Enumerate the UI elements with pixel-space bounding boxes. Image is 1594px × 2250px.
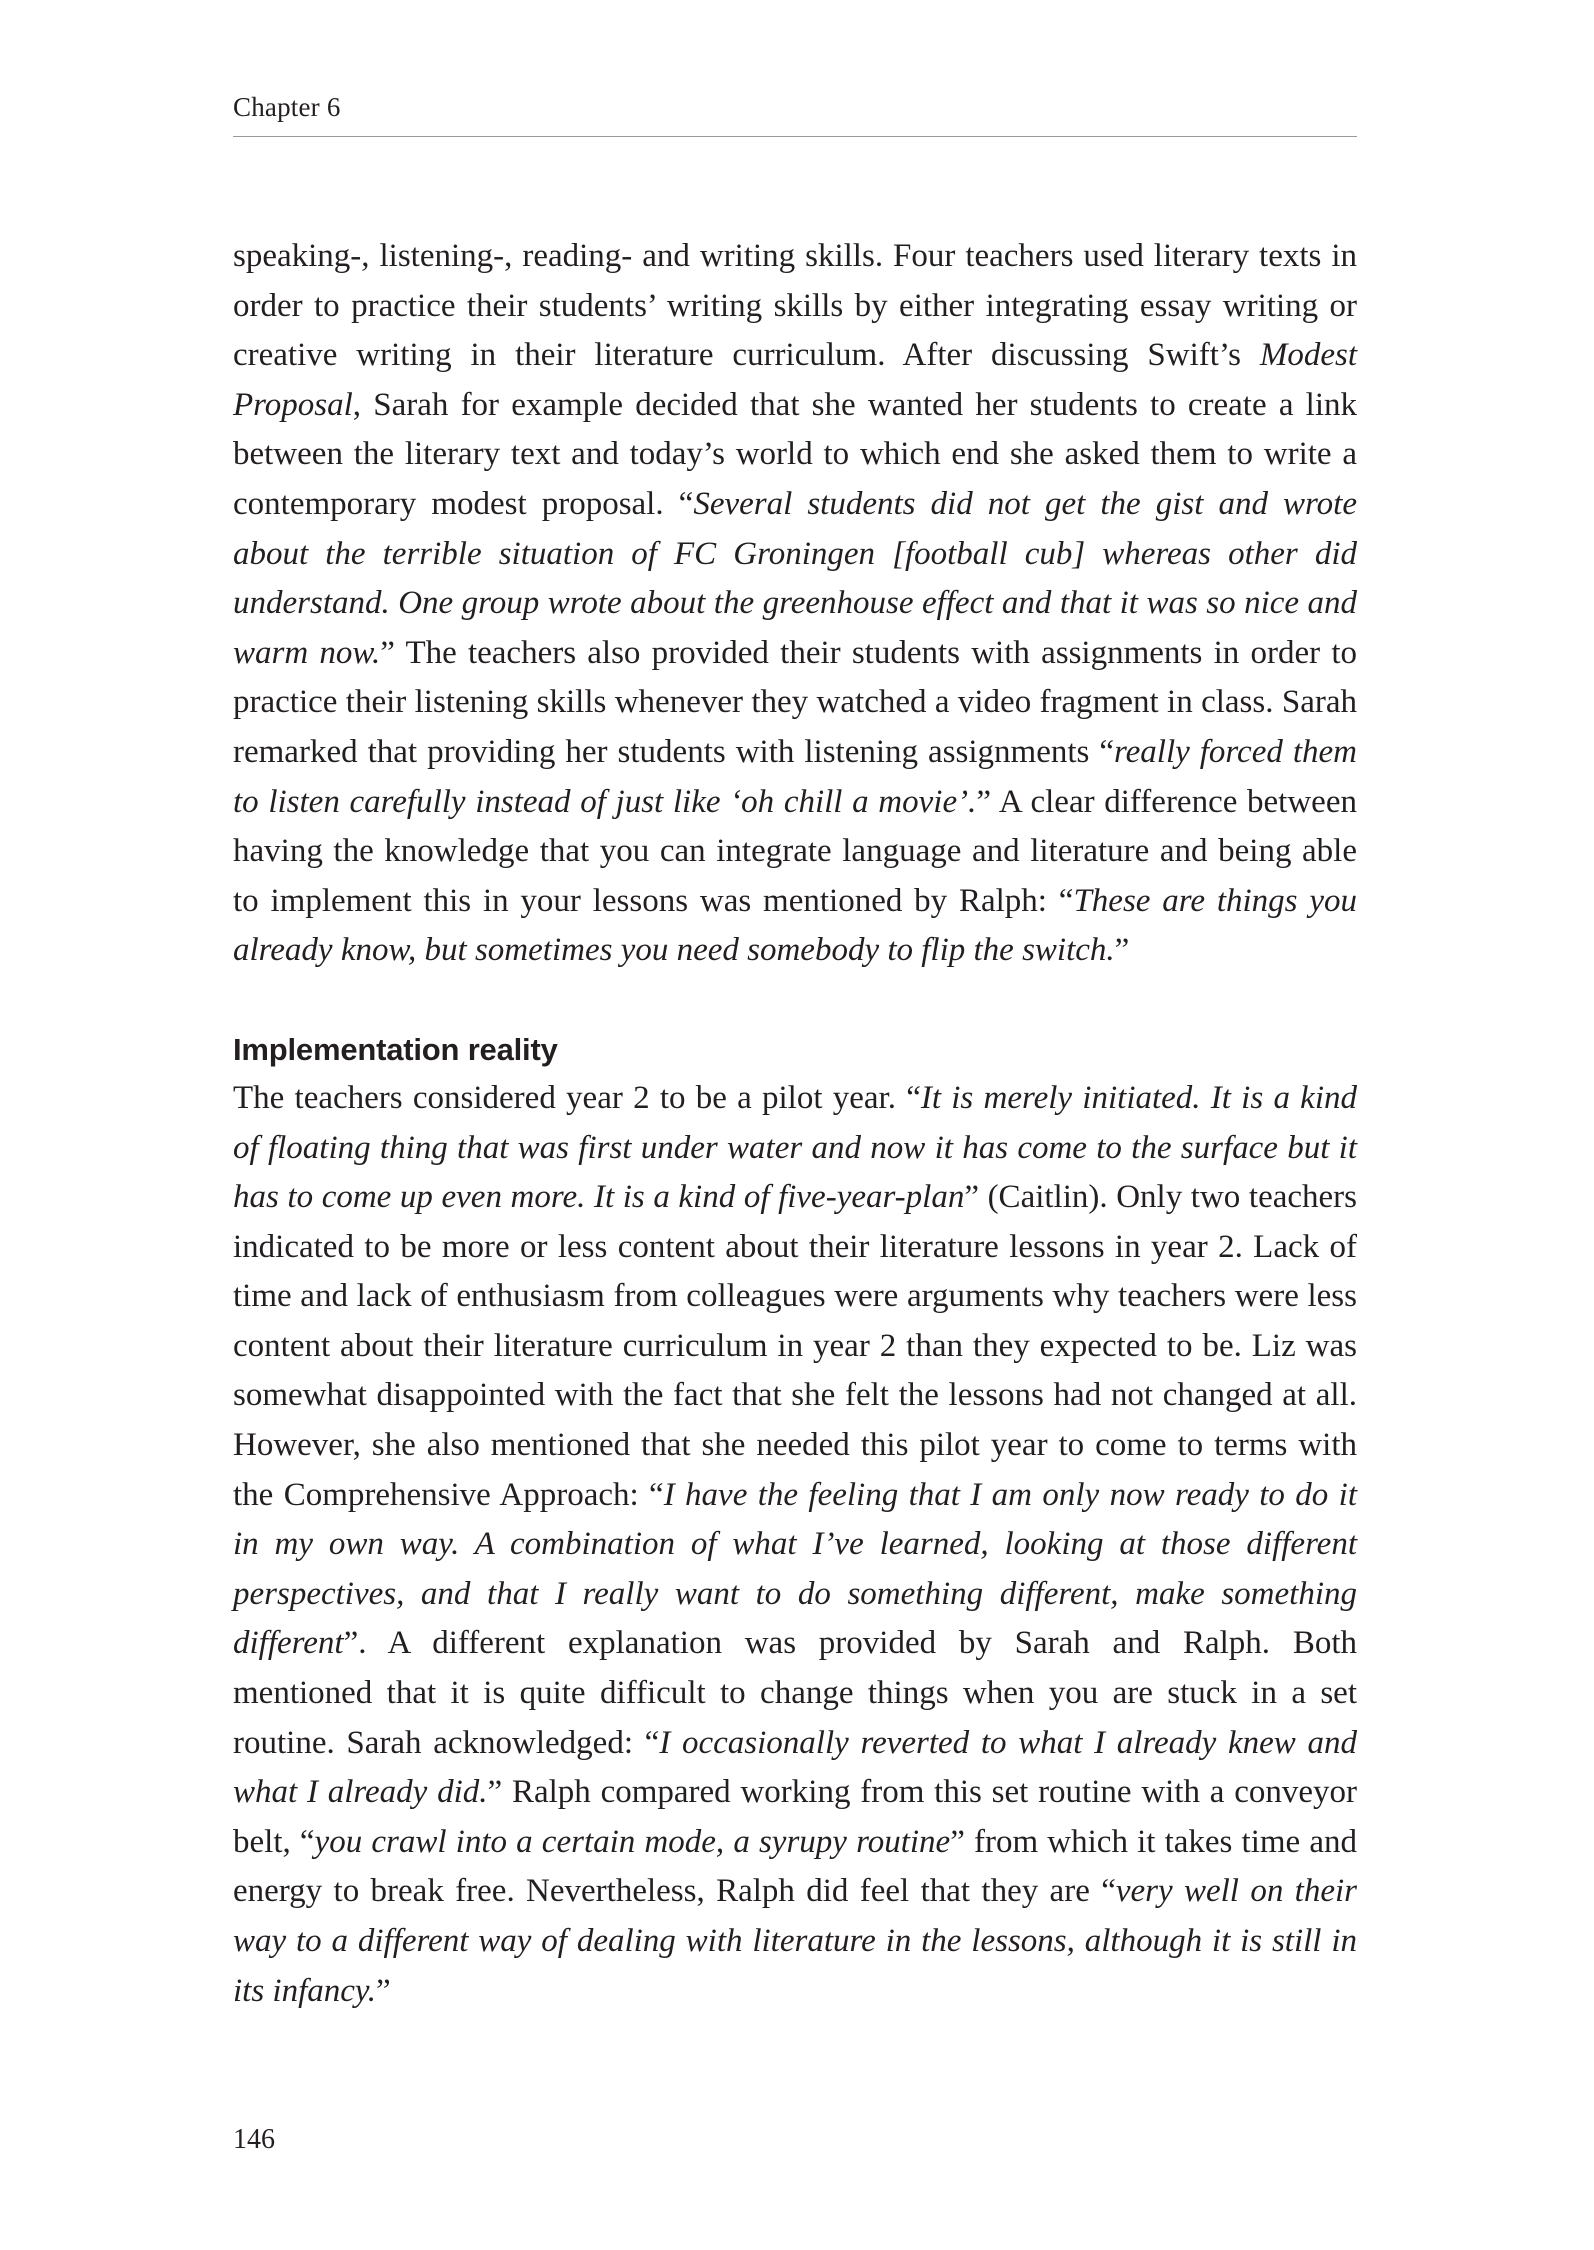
quote-italic: I have the feeling that I am only now ready to do it in my own way. A combination of what I’ve learned, looking at those different perspectives, and that I really want to do something different, make something different (233, 1476, 1357, 1662)
body-text (233, 232, 1357, 2016)
text-run: ” The teachers also provided their students with assignments in order to practice their listening skills whenever they watched a video fragment in class. Sarah remarked that providing her students with listening assignments “ (233, 634, 1357, 770)
text-run: ” (Caitlin). Only two teachers indicated to be more or less content about their literature lessons in year 2. Lack of time and lack of enthusiasm from colleagues were arguments why teachers were less content about their literature curriculum in year 2 than they expected to be. Liz was somewhat disappointed with the fact that she felt the lessons had not changed at all. However, she also mentioned that she needed this pilot year to come to terms with the Comprehensive Approach: “ (233, 1179, 1357, 1513)
paragraph-implementation-reality (233, 1074, 1357, 2016)
quote-italic: These are things you already know, but sometimes you need somebody to flip the switch. (233, 882, 1357, 969)
text-run: , Sarah for example decided that she wanted her students to create a link between the literary text and today’s world to which end she asked them to write a contemporary modest proposal. “ (233, 386, 1357, 522)
title-italic: Modest Proposal (233, 337, 1357, 423)
text-run: ” from which it takes time and energy to break free. Nevertheless, Ralph did feel that they are “ (233, 1823, 1357, 1910)
header-rule (233, 136, 1357, 137)
text-run: ”. A different explanation was provided by Sarah and Ralph. Both mentioned that it is quite difficult to change things when you are stuck in a set routine. Sarah acknowledged: “ (233, 1625, 1357, 1761)
section-heading: Implementation reality (233, 1031, 558, 1067)
text-run: ” A clear difference between having the knowledge that you can integrate language and literature and being able to implement this in your lessons was mentioned by Ralph: “ (233, 783, 1357, 919)
paragraph-writing-skills (233, 232, 1357, 976)
text-run: ” (376, 1972, 391, 2009)
quote-italic: very well on their way to a different way of dealing with literature in the lessons, although it is still in its infancy. (233, 1873, 1357, 2009)
quote-italic: you crawl into a certain mode, a syrupy routine (314, 1823, 951, 1860)
quote-italic: really forced them to listen carefully instead of just like ‘oh chill a movie’. (233, 733, 1357, 820)
text-run: ” (1114, 932, 1130, 969)
text-run: The teachers considered year 2 to be a pilot year. “ (233, 1079, 921, 1116)
running-head: Chapter 6 (233, 92, 341, 122)
quote-italic: Several students did not get the gist and wrote about the terrible situation of FC Groningen [football cub] whereas other did understand. One group wrote about the greenhouse effect and that it was so nice and warm now. (233, 485, 1357, 671)
quote-italic: I occasionally reverted to what I already knew and what I already did. (233, 1724, 1357, 1811)
quote-italic: It is merely initiated. It is a kind of floating thing that was first under water and now it has come to the surface but it has to come up even more. It is a kind of five-year-plan (233, 1079, 1357, 1216)
text-run: speaking-, listening-, reading- and writing skills. Four teachers used literary texts in order to practice their students’ writing skills by either integrating essay writing or creative writing in their literature curriculum. After discussing Swift’s (233, 238, 1357, 374)
text-run: ” Ralph compared working from this set routine with a conveyor belt, “ (233, 1774, 1357, 1860)
page-number: 146 (233, 2124, 275, 2155)
